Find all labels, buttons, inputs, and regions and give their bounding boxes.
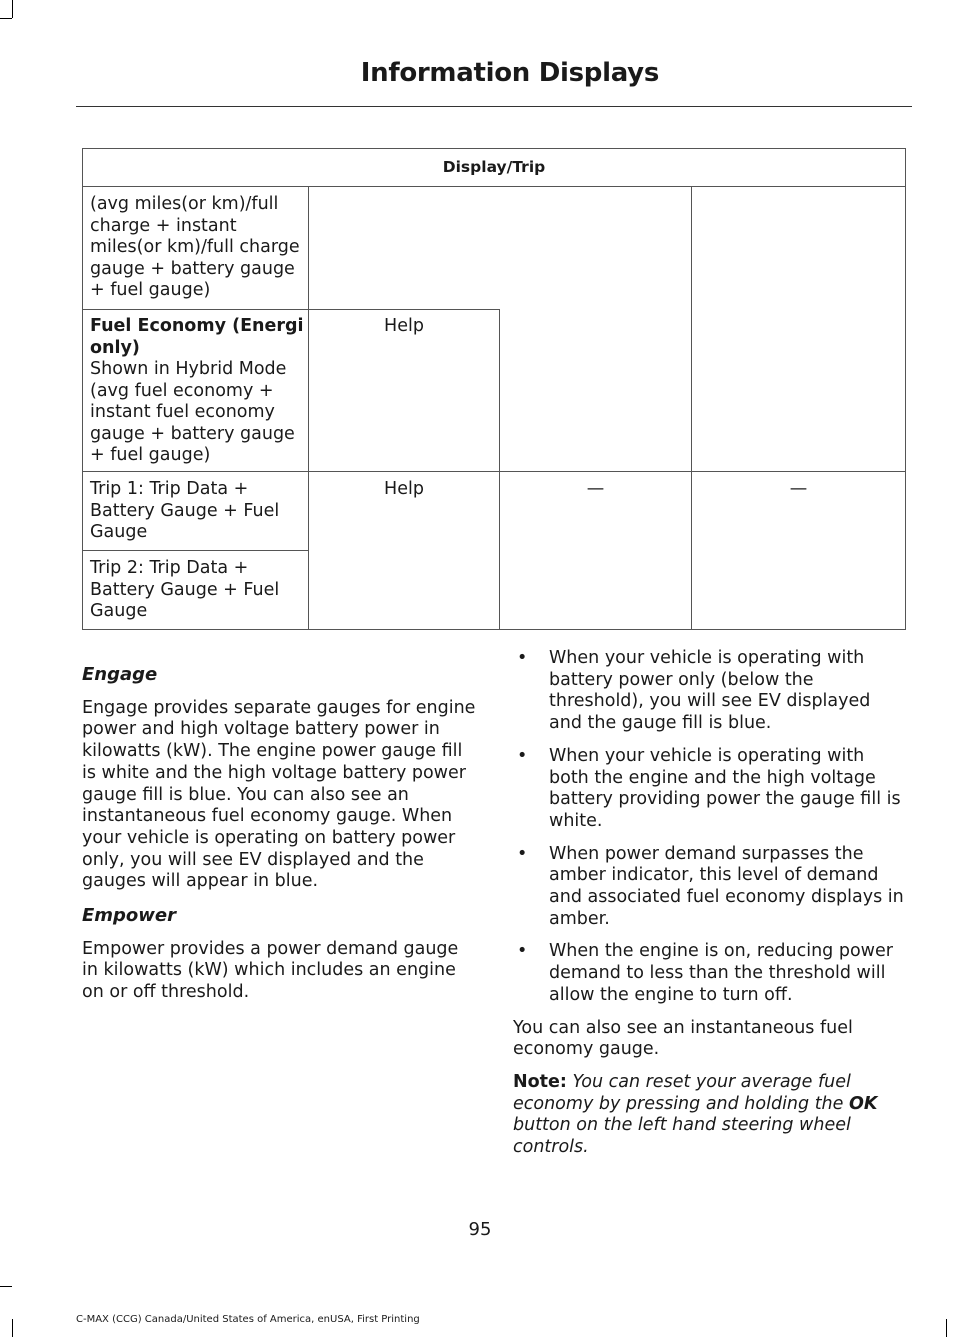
table-divider xyxy=(83,471,905,472)
table-cell: Help xyxy=(384,479,424,499)
table-heading: Display/Trip xyxy=(83,149,905,187)
table-cell: Trip 2: Trip Data + Battery Gauge + Fuel Gauge xyxy=(90,558,280,621)
page-title: Information Displays xyxy=(360,58,659,88)
table-divider xyxy=(691,187,692,630)
header-divider xyxy=(76,106,912,107)
table-cell: Trip 1: Trip Data + Battery Gauge + Fuel Gauge xyxy=(90,479,280,542)
table-cell-title: Fuel Economy (Energi only) xyxy=(90,316,304,358)
table-divider xyxy=(308,187,309,630)
crop-mark xyxy=(0,18,12,19)
crop-mark xyxy=(12,1319,13,1337)
list-item: • When your vehicle is operating with both the engine and the high voltage battery providing power the gauge fill is white. xyxy=(517,745,901,831)
list-item: • When power demand surpasses the amber indicator, this level of demand and associated fuel economy displays in amber. xyxy=(517,843,904,929)
footer-text: C-MAX (CCG) Canada/United States of America, enUSA, First Printing xyxy=(76,1314,420,1325)
bullet: • xyxy=(517,745,528,766)
table-cell: (avg miles(or km)/full charge + instant miles(or km)/full charge gauge + battery gauge + fuel gauge) xyxy=(90,194,300,300)
bullet: • xyxy=(517,648,528,668)
left-column xyxy=(82,664,476,1004)
display-trip-table xyxy=(82,148,906,630)
paragraph: You can also see an instantaneous fuel economy gauge. xyxy=(513,1017,853,1060)
empower-heading: Empower xyxy=(82,905,177,927)
table-cell-text: Shown in Hybrid Mode (avg fuel economy + instant fuel economy gauge + battery gauge + fuel gauge) xyxy=(90,359,295,465)
note xyxy=(513,1072,907,1159)
engage-heading: Engage xyxy=(82,664,158,685)
crop-mark xyxy=(0,1286,12,1287)
list-item: • When your vehicle is operating with battery power only (below the threshold), you will see EV displayed and the gauge fill is blue. xyxy=(517,648,871,734)
table-cell: — xyxy=(789,479,808,499)
note-ok: OK xyxy=(849,1093,878,1114)
bullet: • xyxy=(517,941,528,962)
note-text: You can reset your average fuel economy by pressing and holding the xyxy=(513,1071,851,1114)
list-item: • When the engine is on, reducing power demand to less than the threshold will allow the engine to turn off. xyxy=(517,941,893,1005)
page-number: 95 xyxy=(468,1219,492,1240)
table-cell: — xyxy=(586,479,605,499)
bullet: • xyxy=(517,843,528,864)
page-header xyxy=(76,58,912,88)
right-column xyxy=(513,648,907,1159)
table-cell: Help xyxy=(384,316,424,336)
table-divider xyxy=(83,309,499,310)
engage-paragraph: Engage provides separate gauges for engine power and high voltage battery power in kilowatts (kW). The engine power gauge fill is white and the high voltage battery power gauge fill is blue. You can also see an instantaneous fuel economy gauge. When your vehicle is operating on battery power only, you will see EV displayed and the gauges will appear in blue. xyxy=(82,697,476,892)
note-text: button on the left hand steering wheel controls. xyxy=(513,1115,851,1158)
note-label: Note: xyxy=(513,1071,567,1092)
crop-mark xyxy=(946,1319,947,1337)
table-divider xyxy=(83,550,308,551)
empower-paragraph: Empower provides a power demand gauge in kilowatts (kW) which includes an engine on or off threshold. xyxy=(82,938,459,1003)
table-divider xyxy=(499,309,500,630)
crop-mark xyxy=(12,0,13,18)
table-cell xyxy=(90,316,306,467)
